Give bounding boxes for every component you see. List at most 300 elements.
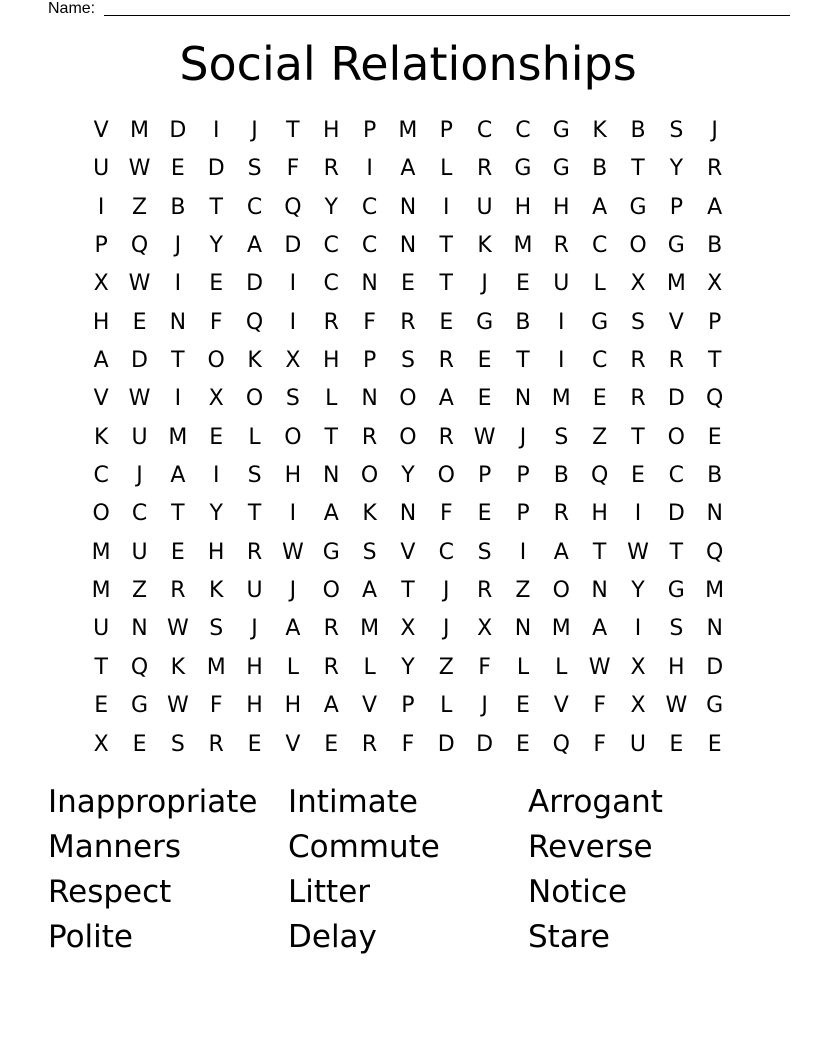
grid-letter: M <box>168 424 188 450</box>
grid-letter: I <box>558 348 565 374</box>
grid-letter: I <box>97 194 105 220</box>
word-list-item: Reverse <box>528 829 653 865</box>
grid-letter: H <box>284 693 302 719</box>
grid-letter: M <box>130 118 149 143</box>
grid-letter: P <box>669 194 683 220</box>
grid-letter: K <box>170 654 186 680</box>
grid-letter: G <box>706 693 724 719</box>
grid-letter: M <box>398 118 418 143</box>
grid-letter: M <box>91 578 111 604</box>
grid-letter: R <box>323 616 339 642</box>
grid-letter: I <box>634 501 642 527</box>
grid-letter: A <box>592 616 608 642</box>
grid-letter: R <box>361 731 378 757</box>
grid-letter: X <box>630 693 646 719</box>
grid-letter: S <box>669 118 684 143</box>
grid-letter: T <box>171 501 185 527</box>
grid-letter: T <box>439 233 453 259</box>
grid-letter: F <box>478 654 491 680</box>
grid-letter: D <box>207 156 225 182</box>
grid-letter: U <box>93 616 110 642</box>
grid-letter: P <box>94 233 108 259</box>
grid-letter: L <box>325 386 338 412</box>
grid-letter: U <box>131 424 148 450</box>
grid-letter: V <box>93 118 109 143</box>
grid-letter: N <box>706 501 723 527</box>
grid-letter: L <box>555 654 568 680</box>
grid-letter: W <box>128 156 151 182</box>
grid-letter: X <box>93 271 109 297</box>
grid-letter: M <box>513 233 533 259</box>
grid-letter: U <box>629 731 647 757</box>
grid-letter: J <box>136 463 143 489</box>
grid-letter: V <box>400 539 416 565</box>
grid-letter: R <box>208 731 224 757</box>
grid-letter: O <box>552 578 570 604</box>
grid-letter: J <box>481 693 488 719</box>
grid-letter: Q <box>590 463 609 489</box>
grid-letter: S <box>247 156 262 182</box>
grid-row <box>82 380 734 418</box>
grid-letter: C <box>323 271 339 297</box>
grid-letter: I <box>212 118 220 143</box>
grid-letter: D <box>284 233 302 259</box>
grid-letter: U <box>131 539 148 565</box>
grid-letter: H <box>322 348 340 374</box>
grid-letter: I <box>634 616 642 642</box>
grid-letter: M <box>551 616 571 642</box>
grid-letter: H <box>284 463 302 489</box>
grid-letter: Y <box>401 654 415 680</box>
grid-letter: P <box>708 309 722 335</box>
grid-letter: R <box>323 309 339 335</box>
grid-letter: H <box>246 654 263 680</box>
grid-letter: F <box>363 309 376 335</box>
grid-letter: A <box>247 233 263 259</box>
grid-letter: C <box>323 233 339 259</box>
grid-letter: C <box>515 118 531 143</box>
name-field <box>48 0 748 20</box>
word-list-item: Inappropriate <box>48 784 258 820</box>
grid-letter: Y <box>669 156 684 182</box>
grid-row <box>82 342 734 380</box>
grid-letter: X <box>93 731 109 757</box>
grid-letter: F <box>209 309 223 335</box>
grid-letter: R <box>630 386 646 412</box>
grid-letter: R <box>707 156 723 182</box>
grid-letter: N <box>399 194 417 220</box>
grid-letter: K <box>93 424 109 450</box>
grid-letter: I <box>558 309 565 335</box>
grid-letter: X <box>477 616 493 642</box>
grid-row <box>82 572 734 610</box>
letter-grid <box>82 112 734 764</box>
grid-letter: O <box>322 578 340 604</box>
grid-letter: J <box>174 233 182 259</box>
grid-letter: P <box>516 501 530 527</box>
grid-letter: T <box>209 194 223 220</box>
grid-letter: H <box>514 194 532 220</box>
grid-letter: R <box>361 424 378 450</box>
name-label: Name: <box>48 0 96 17</box>
grid-letter: A <box>323 501 339 527</box>
grid-letter: F <box>209 693 223 719</box>
grid-letter: S <box>247 463 262 489</box>
grid-letter: B <box>170 194 186 220</box>
grid-letter: P <box>477 463 492 489</box>
grid-letter: E <box>477 386 492 412</box>
grid-letter: O <box>667 424 685 450</box>
grid-row <box>82 419 734 457</box>
grid-letter: P <box>362 348 377 374</box>
grid-letter: I <box>366 156 373 182</box>
grid-letter: I <box>212 463 220 489</box>
grid-letter: D <box>169 118 187 143</box>
grid-letter: E <box>707 731 722 757</box>
grid-letter: G <box>476 309 494 335</box>
grid-letter: S <box>669 616 684 642</box>
grid-letter: E <box>209 271 224 297</box>
grid-letter: L <box>593 271 606 297</box>
grid-letter: Q <box>130 654 149 680</box>
grid-letter: A <box>592 194 608 220</box>
grid-letter: M <box>91 539 111 565</box>
grid-letter: V <box>668 309 684 335</box>
grid-letter: E <box>94 693 109 719</box>
grid-letter: L <box>516 654 530 680</box>
grid-letter: N <box>514 616 532 642</box>
grid-letter: T <box>401 578 415 604</box>
grid-letter: U <box>93 156 110 182</box>
grid-letter: Q <box>245 309 264 335</box>
grid-letter: B <box>707 233 723 259</box>
grid-letter: Z <box>438 654 454 680</box>
grid-letter: A <box>93 348 109 374</box>
grid-letter: X <box>630 271 646 297</box>
grid-letter: G <box>514 156 532 182</box>
grid-letter: E <box>439 309 454 335</box>
grid-letter: A <box>170 463 186 489</box>
grid-letter: T <box>516 348 530 374</box>
grid-letter: E <box>400 271 415 297</box>
grid-letter: O <box>245 386 264 412</box>
grid-letter: C <box>668 463 685 489</box>
grid-letter: H <box>668 654 685 680</box>
grid-letter: P <box>401 693 415 719</box>
grid-letter: W <box>665 693 688 719</box>
grid-letter: N <box>591 578 608 604</box>
grid-letter: O <box>284 424 302 450</box>
grid-letter: C <box>131 501 148 527</box>
word-list-item: Intimate <box>288 784 418 820</box>
grid-letter: R <box>323 156 339 182</box>
grid-letter: H <box>207 539 225 565</box>
grid-row <box>82 726 734 764</box>
grid-letter: W <box>166 693 189 719</box>
grid-letter: N <box>131 616 148 642</box>
grid-letter: G <box>130 693 149 719</box>
grid-letter: X <box>285 348 301 374</box>
grid-letter: L <box>440 156 453 182</box>
grid-row <box>82 457 734 495</box>
grid-letter: E <box>324 731 339 757</box>
grid-row <box>82 227 734 265</box>
grid-letter: V <box>553 693 569 719</box>
grid-letter: G <box>552 118 570 143</box>
grid-letter: T <box>592 539 607 565</box>
grid-letter: Y <box>631 578 645 604</box>
grid-letter: R <box>170 578 186 604</box>
grid-letter: H <box>246 693 263 719</box>
grid-letter: T <box>669 539 684 565</box>
grid-letter: J <box>481 271 488 297</box>
grid-letter: O <box>360 463 379 489</box>
grid-row <box>82 687 734 725</box>
grid-letter: T <box>94 654 108 680</box>
grid-letter: Y <box>209 233 223 259</box>
grid-letter: W <box>128 386 151 412</box>
grid-letter: R <box>553 233 569 259</box>
grid-letter: D <box>667 386 685 412</box>
grid-letter: G <box>322 539 340 565</box>
grid-letter: C <box>93 463 109 489</box>
grid-letter: T <box>324 424 338 450</box>
grid-letter: E <box>247 731 262 757</box>
grid-letter: O <box>207 348 225 374</box>
grid-letter: I <box>289 271 297 297</box>
grid-letter: R <box>438 424 454 450</box>
grid-letter: V <box>285 731 301 757</box>
grid-letter: A <box>400 156 416 182</box>
grid-letter: L <box>363 654 376 680</box>
word-list-item: Delay <box>288 919 377 955</box>
grid-letter: T <box>286 118 300 143</box>
grid-letter: R <box>476 156 493 182</box>
grid-letter: T <box>631 156 645 182</box>
grid-letter: O <box>92 501 110 527</box>
grid-letter: N <box>514 386 532 412</box>
grid-letter: Z <box>515 578 531 604</box>
grid-letter: E <box>516 693 530 719</box>
grid-letter: U <box>246 578 263 604</box>
grid-letter: N <box>399 501 417 527</box>
grid-letter: G <box>591 309 609 335</box>
grid-letter: A <box>362 578 378 604</box>
grid-letter: W <box>282 539 304 565</box>
grid-letter: B <box>592 156 608 182</box>
grid-letter: S <box>209 616 224 642</box>
grid-letter: J <box>251 616 258 642</box>
grid-letter: P <box>362 118 377 143</box>
word-list-item: Arrogant <box>528 784 663 820</box>
word-list-item: Respect <box>48 874 172 910</box>
grid-letter: W <box>166 616 189 642</box>
grid-letter: I <box>519 539 527 565</box>
grid-letter: L <box>286 654 300 680</box>
grid-letter: F <box>593 731 606 757</box>
grid-letter: A <box>707 194 723 220</box>
grid-letter: B <box>515 309 531 335</box>
grid-letter: X <box>707 271 723 297</box>
grid-letter: Q <box>552 731 570 757</box>
grid-letter: Q <box>284 194 302 220</box>
grid-letter: S <box>170 731 185 757</box>
grid-letter: C <box>438 539 454 565</box>
grid-letter: N <box>361 386 378 412</box>
grid-row <box>82 534 734 572</box>
grid-letter: O <box>399 386 417 412</box>
grid-letter: S <box>554 424 569 450</box>
word-list-item: Commute <box>288 829 440 865</box>
grid-letter: Y <box>324 194 338 220</box>
grid-letter: D <box>706 654 724 680</box>
grid-letter: R <box>553 501 569 527</box>
grid-letter: B <box>707 463 723 489</box>
grid-letter: T <box>707 348 722 374</box>
word-list-item: Polite <box>48 919 134 955</box>
grid-letter: T <box>247 501 262 527</box>
grid-letter: E <box>170 539 185 565</box>
grid-letter: U <box>476 194 493 220</box>
grid-letter: N <box>323 463 340 489</box>
grid-letter: C <box>476 118 493 143</box>
grid-letter: F <box>439 501 453 527</box>
grid-letter: E <box>631 463 645 489</box>
grid-letter: P <box>439 118 453 143</box>
grid-letter: X <box>400 616 416 642</box>
grid-letter: Q <box>706 386 724 412</box>
grid-letter: E <box>477 348 492 374</box>
grid-letter: F <box>593 693 606 719</box>
grid-letter: A <box>553 539 569 565</box>
grid-row <box>82 265 734 303</box>
grid-letter: E <box>707 424 722 450</box>
grid-letter: E <box>209 424 224 450</box>
word-list-item: Manners <box>48 829 182 865</box>
grid-letter: K <box>208 578 224 604</box>
grid-letter: W <box>588 654 611 680</box>
grid-letter: M <box>360 616 380 642</box>
grid-letter: L <box>440 693 453 719</box>
grid-letter: U <box>553 271 570 297</box>
grid-letter: E <box>477 501 492 527</box>
grid-letter: C <box>591 233 608 259</box>
word-list <box>48 780 768 960</box>
grid-letter: E <box>132 309 147 335</box>
grid-letter: Y <box>401 463 415 489</box>
grid-letter: A <box>285 616 301 642</box>
grid-letter: R <box>323 654 339 680</box>
grid-letter: E <box>516 731 530 757</box>
grid-letter: K <box>477 233 492 259</box>
grid-letter: D <box>476 731 494 757</box>
grid-row <box>82 150 734 188</box>
grid-letter: D <box>131 348 148 374</box>
word-list-item: Stare <box>528 919 610 955</box>
grid-letter: N <box>399 233 417 259</box>
grid-letter: O <box>399 424 417 450</box>
grid-letter: J <box>711 118 718 143</box>
grid-letter: M <box>666 271 686 297</box>
grid-letter: S <box>400 348 415 374</box>
word-list-item: Litter <box>288 874 371 910</box>
grid-letter: J <box>443 616 450 642</box>
grid-letter: K <box>362 501 377 527</box>
grid-letter: J <box>289 578 297 604</box>
grid-letter: E <box>132 731 147 757</box>
grid-letter: Z <box>131 194 148 220</box>
grid-letter: O <box>629 233 647 259</box>
grid-letter: G <box>629 194 647 220</box>
grid-letter: E <box>516 271 530 297</box>
grid-letter: C <box>361 233 378 259</box>
grid-row <box>82 189 734 227</box>
grid-letter: Q <box>706 539 724 565</box>
grid-row <box>82 112 734 150</box>
grid-letter: R <box>438 348 454 374</box>
grid-letter: G <box>667 578 685 604</box>
grid-letter: C <box>361 194 378 220</box>
grid-letter: Y <box>209 501 223 527</box>
grid-letter: R <box>476 578 493 604</box>
grid-letter: S <box>631 309 645 335</box>
grid-letter: M <box>206 654 226 680</box>
grid-letter: D <box>246 271 264 297</box>
grid-letter: H <box>92 309 110 335</box>
grid-letter: I <box>174 271 182 297</box>
grid-letter: E <box>592 386 607 412</box>
grid-letter: X <box>208 386 224 412</box>
grid-letter: T <box>439 271 453 297</box>
grid-letter: R <box>400 309 416 335</box>
grid-letter: I <box>289 501 297 527</box>
grid-letter: K <box>592 118 607 143</box>
grid-letter: Z <box>131 578 148 604</box>
grid-letter: G <box>667 233 685 259</box>
grid-letter: S <box>285 386 300 412</box>
grid-letter: X <box>630 654 646 680</box>
grid-row <box>82 610 734 648</box>
grid-letter: T <box>171 348 185 374</box>
grid-letter: H <box>553 194 570 220</box>
grid-letter: I <box>289 309 297 335</box>
grid-letter: E <box>669 731 684 757</box>
grid-letter: S <box>477 539 492 565</box>
page-title: Social Relationships <box>179 37 637 91</box>
grid-letter: B <box>553 463 569 489</box>
grid-letter: S <box>362 539 377 565</box>
grid-letter: W <box>627 539 649 565</box>
grid-letter: B <box>630 118 646 143</box>
grid-letter: J <box>251 118 258 143</box>
grid-letter: J <box>443 578 450 604</box>
grid-letter: Q <box>130 233 149 259</box>
grid-letter: V <box>93 386 109 412</box>
grid-row <box>82 649 734 687</box>
grid-letter: P <box>516 463 530 489</box>
grid-letter: H <box>591 501 608 527</box>
grid-letter: I <box>443 194 450 220</box>
grid-letter: M <box>705 578 725 604</box>
grid-letter: L <box>248 424 261 450</box>
grid-letter: N <box>361 271 378 297</box>
grid-row <box>82 304 734 342</box>
grid-letter: W <box>473 424 496 450</box>
grid-letter: C <box>591 348 608 374</box>
grid-letter: Z <box>592 424 608 450</box>
grid-letter: V <box>362 693 378 719</box>
grid-letter: R <box>630 348 646 374</box>
